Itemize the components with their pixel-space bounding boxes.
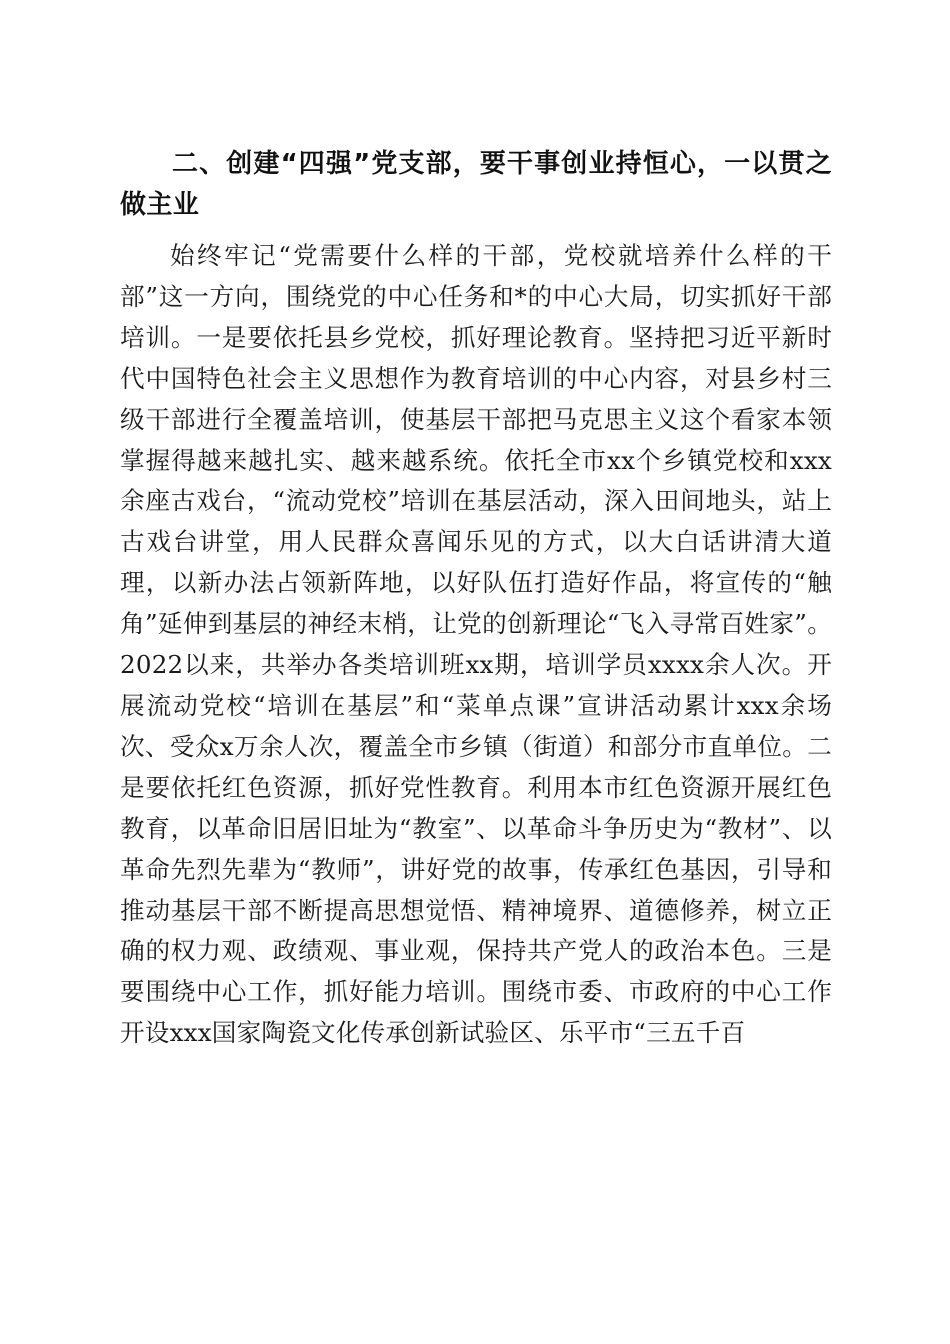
section-heading: 二、创建“四强”党支部，要干事创业持恒心，一以贯之做主业 (120, 149, 832, 220)
body-paragraph: 始终牢记“党需要什么样的干部，党校就培养什么样的干部”这一方向，围绕党的中心任务和*的中心大局，切实抓好干部培训。一是要依托县乡党校，抓好理论教育。坚持把习近平新时代中国特色社会主义思想作为教育培训的中心内容，对县乡村三级干部进行全覆盖培训，使基层干部把马克思主义这个看家本领掌握得越来越扎实、越来越系统。依托全市xx个乡镇党校和xxx余座古戏台，“流动党校”培训在基层活动，深入田间地头，站上古戏台讲堂，用人民群众喜闻乐见的方式，以大白话讲清大道理，以新办法占领新阵地，以好队伍打造好作品，将宣传的“触角”延伸到基层的神经末梢，让党的创新理论“飞入寻常百姓家”。2022以来，共举办各类培训班xx期，培训学员xxxx余人次。开展流动党校“培训在基层”和“菜单点课”宣讲活动累计xxx余场次、受众x万余人次，覆盖全市乡镇（街道）和部分市直单位。二是要依托红色资源，抓好党性教育。利用本市红色资源开展红色教育，以革命旧居旧址为“教室”、以革命斗争历史为“教材”、以革命先烈先辈为“教师”，讲好党的故事，传承红色基因，引导和推动基层干部不断提高思想觉悟、精神境界、道德修养，树立正确的权力观、政绩观、事业观，保持共产党人的政治本色。三是要围绕中心工作，抓好能力培训。围绕市委、市政府的中心工作开设xxx国家陶瓷文化传承创新试验区、乐平市“三五千百 (120, 241, 832, 1048)
